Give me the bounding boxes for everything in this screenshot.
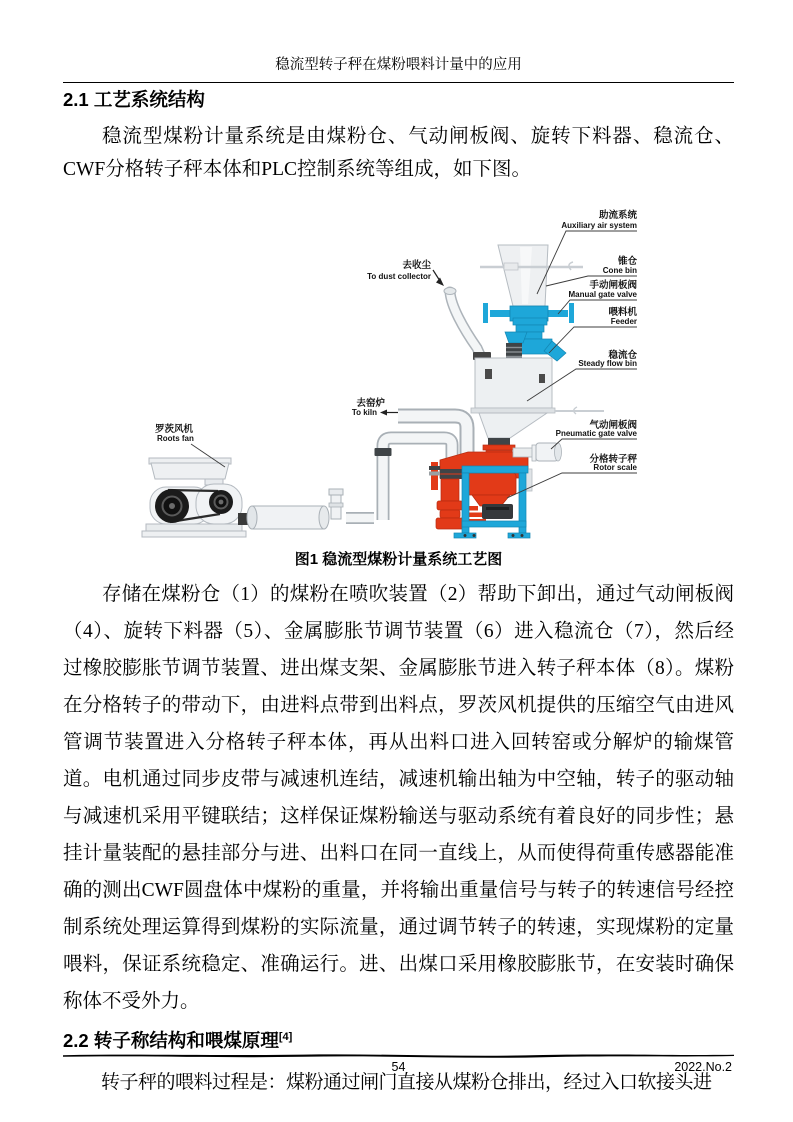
callout-to-kiln [352,397,398,417]
svg-text:稳流仓: 稳流仓 [608,350,637,361]
footer [63,1060,734,1078]
svg-text:去窑炉: 去窑炉 [356,398,385,409]
svg-text:Manual gate valve: Manual gate valve [568,290,637,299]
svg-text:Feeder: Feeder [610,317,637,326]
callout-to-dust-collector [367,259,444,286]
roots-fan [142,458,250,537]
to-dust-arrow-icon [433,270,444,286]
svg-text:Steady flow bin: Steady flow bin [578,359,637,368]
to-kiln-arrow-icon [380,410,398,416]
citation-marker: [4] [278,1031,293,1043]
silencer [247,489,374,529]
svg-text:喂料机: 喂料机 [608,307,637,318]
rotor-scale [429,445,532,538]
process-flow-diagram [120,196,765,548]
callout-pneumatic-gate-valve [551,419,638,449]
svg-text:Auxiliary air system: Auxiliary air system [561,221,637,230]
svg-text:去收尘: 去收尘 [402,260,431,271]
svg-text:助流系统: 助流系统 [598,210,637,221]
section-heading-22-text: 2.2 转子称结构和喂煤原理 [63,1030,279,1052]
running-header: 稳流型转子秤在煤粉喂料计量中的应用 [63,55,734,83]
svg-text:Rotor scale: Rotor scale [593,463,637,472]
body-paragraph: 存储在煤粉仓（1）的煤粉在喷吹装置（2）帮助下卸出，通过气动闸板阀（4）、旋转下料器（5）、金属膨胀节调节装置（6）进入稳流仓（7），然后经过橡胶膨胀节调节装置、进出煤支架、金属膨胀节进入转子秤本体（8）。煤粉在分格转子的带动下，由进料点带到出料点，罗茨风机提供的压缩空气由进风管调节装置进入分格转子秤本体，再从出料口进入回转窑或分解炉的输煤管道。电机通过同步皮带与减速机连结，减速机输出轴为中空轴，转子的驱动轴与减速机采用平键联结；这样保证煤粉输送与驱动系统有着良好的同步性；悬挂计量装配的悬挂部分与进、出料口在同一直线上，从而使得荷重传感器能准确的测出CWF圆盘体中煤粉的重量，并将输出重量信号与转子的转速信号经控制系统处理运算得到煤粉的实际流量，通过调节转子的转速，实现煤粉的定量喂料，保证系统稳定、准确运行。进、出煤口采用橡胶膨胀节，在安装时确保称体不受外力。 [63,584,734,1012]
svg-text:To dust collector: To dust collector [367,272,431,281]
svg-text:锥仓: 锥仓 [617,256,637,267]
svg-text:Pneumatic gate valve: Pneumatic gate valve [555,429,637,438]
svg-text:气动闸板阀: 气动闸板阀 [589,420,637,431]
issue-label: 2022.No.2 [674,1060,732,1074]
figure-caption: 图1 稳流型煤粉计量系统工艺图 [294,551,503,568]
feeder [505,318,566,361]
section-heading-22 [63,1025,734,1053]
svg-text:To kiln: To kiln [351,408,377,417]
svg-text:Roots fan: Roots fan [157,434,194,443]
svg-text:Cone bin: Cone bin [602,266,637,275]
page-number: 54 [391,1060,406,1074]
svg-text:手动闸板阀: 手动闸板阀 [589,280,637,291]
intro-paragraph: 稳流型煤粉计量系统是由煤粉仓、气动闸板阀、旋转下料器、稳流仓、CWF分格转子秤本体和PLC控制系统等组成，如下图。 [63,126,734,180]
figure-1 [63,196,734,548]
svg-text:罗茨风机: 罗茨风机 [155,424,194,435]
section-heading-21: 2.1 工艺系统结构 [63,89,205,110]
body-paragraph-2: 转子秤的喂料过程是：煤粉通过闸门直接从煤粉仓排出，经过入口软接头进 [101,1072,712,1094]
dust-pipe [444,288,491,361]
svg-text:分格转子秤: 分格转子秤 [589,454,637,465]
